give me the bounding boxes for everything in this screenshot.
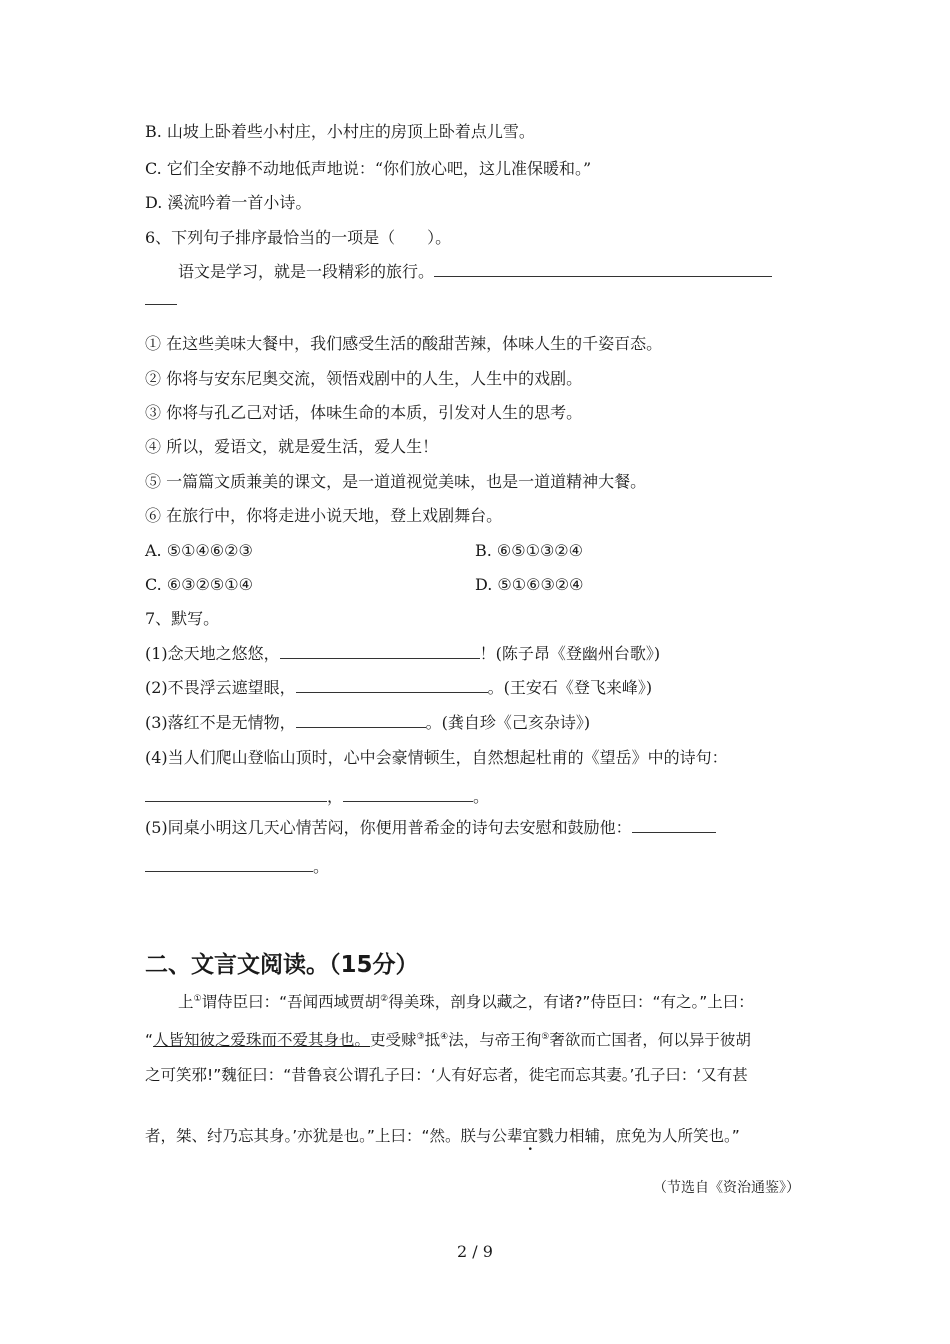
q6-option-b: B. ⑥⑤①③②④ (475, 541, 583, 560)
q7-item-3-source: 。(龚自珍《己亥杂诗》) (425, 713, 591, 732)
passage-line-2 (145, 1026, 751, 1051)
q6-stem: 6、下列句子排序最恰当的一项是（ ）。 (145, 228, 452, 247)
q7-item-1-prompt: (1)念天地之悠悠， (145, 644, 280, 663)
answer-blank[interactable] (343, 787, 473, 802)
underlined-sentence: 人皆知彼之爱珠而不爱其身也。 (153, 1031, 371, 1050)
q7-item-5-prompt: (5)同桌小明这几天心情苦闷，你便用普希金的诗句去安慰和鼓励他： (145, 818, 632, 837)
answer-blank[interactable] (632, 818, 716, 833)
q7-item-5 (145, 817, 716, 839)
q7-item-5-answer (145, 856, 329, 878)
q6-sentence-6: ⑥ 在旅行中，你将走进小说天地，登上戏剧舞台。 (145, 506, 503, 525)
q6-lead (178, 261, 772, 283)
passage-text: 得美珠，剖身以藏之，有诸?”侍臣曰：“有之。”上曰： (388, 993, 754, 1012)
q7-item-4: (4)当人们爬山登临山顶时，心中会豪情顿生，自然想起杜甫的《望岳》中的诗句： (145, 748, 728, 767)
q7-item-1 (145, 643, 660, 665)
q7-item-4-period: 。 (473, 787, 490, 806)
passage-text: “ (145, 1031, 154, 1050)
q6-sentence-4: ④ 所以，爱语文，就是爱生活，爱人生！ (145, 437, 439, 456)
q5-option-c: C. 它们全安静不动地低声地说：“你们放心吧，这儿准保暖和。” (145, 159, 592, 178)
q6-lead-text: 语文是学习，就是一段精彩的旅行。 (178, 262, 435, 281)
q6-option-c: C. ⑥③②⑤①④ (145, 575, 253, 594)
passage-text: 戮力相辅，庶免为人所笑也。” (538, 1127, 740, 1145)
q7-item-2-source: 。(王安石《登飞来峰》) (487, 678, 653, 697)
dotted-character: 宜 (522, 1127, 539, 1145)
q6-option-d: D. ⑤①⑥③②④ (475, 575, 584, 594)
passage-text: 上 (178, 993, 194, 1012)
passage-line-4 (145, 1125, 740, 1147)
section-heading: 二、文言文阅读。（15分） (145, 952, 419, 978)
passage-text: 奢欲而亡国者，何以异于彼胡 (549, 1031, 751, 1050)
q5-option-b: B. 山坡上卧着些小村庄，小村庄的房顶上卧着点儿雪。 (145, 122, 535, 141)
q5-option-d: D. 溪流吟着一首小诗。 (145, 193, 312, 212)
passage-source: （节选自《资治通鉴》） (653, 1180, 800, 1196)
q6-sentence-2: ② 你将与安东尼奥交流，领悟戏剧中的人生，人生中的戏剧。 (145, 369, 583, 388)
q6-option-a: A. ⑤①④⑥②③ (145, 541, 253, 560)
q7-stem: 7、默写。 (145, 609, 220, 628)
q7-item-5-period: 。 (313, 857, 330, 876)
passage-line-1 (178, 988, 754, 1013)
q7-item-2 (145, 677, 652, 699)
answer-blank[interactable] (296, 678, 488, 693)
answer-blank[interactable] (280, 644, 480, 659)
answer-blank[interactable] (145, 857, 313, 872)
answer-blank[interactable] (145, 787, 327, 802)
q6-sentence-3: ③ 你将与孔乙己对话，体味生命的本质，引发对人生的思考。 (145, 403, 583, 422)
q6-sentence-5: ⑤ 一篇篇文质兼美的课文，是一道道视觉美味，也是一道道精神大餐。 (145, 472, 647, 491)
passage-text: 吏受赇 (370, 1031, 417, 1050)
q6-sentence-1: ① 在这些美味大餐中，我们感受生活的酸甜苦辣，体味人生的千姿百态。 (145, 334, 663, 353)
answer-blank[interactable] (434, 262, 772, 277)
q7-item-1-source: ！(陈子昂《登幽州台歌》) (479, 644, 661, 663)
page-number: 2 / 9 (457, 1242, 493, 1261)
footnote-2: ② (380, 994, 389, 1004)
footnote-4: ④ (440, 1032, 449, 1042)
passage-text: 者，桀、纣乃忘其身。’亦犹是也。”上曰：“然。朕与公辈 (145, 1127, 523, 1145)
footnote-5: ⑤ (541, 1032, 550, 1042)
passage-text: 法，与帝王徇 (448, 1031, 542, 1050)
answer-blank-continued[interactable] (145, 304, 177, 305)
passage-line-3: 之可笑邪!”魏征曰：“昔鲁哀公谓孔子曰：‘人有好忘者，徙宅而忘其妻。’孔子曰：‘又有甚 (145, 1066, 748, 1084)
footnote-3: ③ (416, 1032, 425, 1042)
q7-item-2-prompt: (2)不畏浮云遮望眼， (145, 678, 296, 697)
passage-text: 抵 (424, 1031, 441, 1050)
q7-item-3 (145, 712, 590, 734)
q7-item-4-comma: ， (327, 787, 344, 806)
passage-text: 谓侍臣曰：“吾闻西域贾胡 (201, 993, 381, 1012)
q7-item-4-answer (145, 786, 489, 808)
footnote-1: ① (193, 994, 202, 1004)
answer-blank[interactable] (296, 713, 426, 728)
q7-item-3-prompt: (3)落红不是无情物， (145, 713, 296, 732)
